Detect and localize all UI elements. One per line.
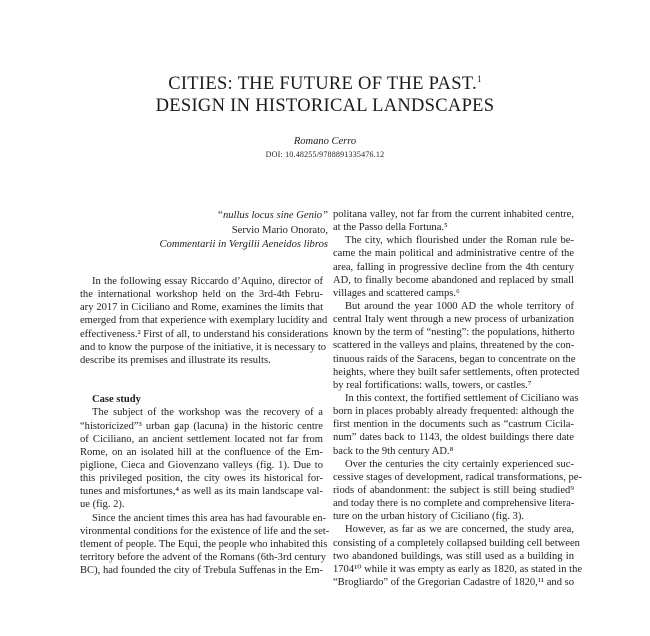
- text-line: “historicized”³ urban gap (lacuna) in the historic centre: [80, 420, 323, 432]
- text-line: ary 2017 in Ciciliano and Rome, examines the limits that: [80, 302, 323, 314]
- text-line: emerged from that experience with exemplary lucidity and: [80, 315, 328, 327]
- text-line: at the Passo della Fortuna.⁵: [333, 222, 448, 234]
- title-text: CITIES: THE FUTURE OF THE PAST.: [168, 74, 477, 94]
- title-footnote-marker: 1: [476, 73, 482, 84]
- text-line: In the following essay Riccardo d’Aquino, director of: [92, 276, 323, 287]
- text-line: effectiveness.² First of all, to understand his considerations: [80, 328, 329, 340]
- text-line: back to the 9th century AD.⁸: [333, 445, 454, 457]
- left-column: [80, 275, 330, 577]
- text-line: Rome, on an isolated hill at the confluence of the Em-: [80, 446, 323, 458]
- doi: DOI: 10.48255/9788891335476.12: [265, 150, 385, 159]
- text-line: tunes and misfortunes,⁴ as well as its main landscape val-: [80, 486, 323, 498]
- section-heading: Case study: [92, 394, 141, 406]
- text-line: piglione, Cieca and Giovenzano valleys (fig. 1). Due to: [80, 459, 323, 471]
- text-line: came the main political and administrative centre of the: [333, 248, 574, 260]
- text-line: and to know the purpose of the initiative, it is necessary to: [80, 341, 327, 353]
- text-line: In this context, the fortified settlement of Ciciliano was: [345, 392, 579, 404]
- text-line: tlement of people. The Equi, the people who inhabited this: [80, 538, 328, 550]
- text-line: this privileged position, the city owes its historical for-: [80, 473, 323, 485]
- text-line: “Brogliardo” of the Gregorian Cadastre of 1820,¹¹ and so: [333, 576, 574, 588]
- paragraph-gap: [80, 367, 323, 380]
- text-line: describe its premises and illustrate its results.: [80, 354, 271, 366]
- text-line: ue (fig. 2).: [80, 499, 125, 511]
- right-column: [333, 208, 583, 589]
- subtitle-text: DESIGN IN HISTORICAL LANDSCAPES: [155, 96, 495, 116]
- text-line: two abandoned buildings, was still used as a building in: [333, 550, 574, 562]
- epigraph-quote: “nullus locus sine Genio”: [217, 210, 328, 221]
- text-line: villages and scattered camps.⁶: [333, 287, 460, 299]
- text-line: cessive stages of development, radical transformations, pe-: [333, 471, 582, 483]
- text-line: riods of abandonment: the subject is still being studied⁹: [333, 484, 574, 496]
- title-line-1: [0, 72, 650, 96]
- text-line: Over the centuries the city certainly experienced suc-: [345, 458, 574, 470]
- text-line: BC), had founded the city of Trebula Suffenas in the Em-: [80, 565, 323, 577]
- text-line: The subject of the workshop was the recovery of a: [92, 407, 323, 419]
- text-line: heights, where they built safer settlements, often protected: [333, 366, 580, 378]
- text-line: AD, to finally become abandoned and replaced by small: [333, 274, 574, 286]
- title-line-2: [0, 94, 650, 118]
- text-line: politana valley, not far from the current inhabited centre,: [333, 209, 574, 220]
- text-line: 1704¹⁰ while it was empty as early as 1820, as stated in the: [333, 563, 583, 575]
- author-name: Romano Cerro: [293, 136, 357, 147]
- text-line: But around the year 1000 AD the whole territory of: [345, 300, 574, 312]
- text-line: However, as far as we are concerned, the study area,: [345, 524, 574, 536]
- text-line: Since the ancient times this area has had favourable en-: [92, 512, 326, 524]
- text-line: consisting of a completely collapsed building cell between: [333, 537, 580, 549]
- text-line: of Ciciliano, an ancient settlement located not far from: [80, 433, 323, 445]
- epigraph-work: Commentarii in Vergilii Aeneidos libros: [159, 239, 328, 250]
- epigraph: [159, 209, 328, 253]
- text-line: num” dates back to 1143, the oldest buildings there date: [333, 432, 574, 444]
- text-line: ture on the urban history of Ciciliano (fig. 3).: [333, 511, 524, 523]
- text-line: born in places probably already frequented: although the: [333, 406, 574, 418]
- text-line: central Italy went through a new process of urbanization: [333, 314, 574, 326]
- text-line: known by the term of “nesting”: the populations, hitherto: [333, 327, 575, 339]
- text-line: territory before the advent of the Romans (6th-3rd century: [80, 551, 327, 563]
- text-line: by real fortifications: walls, towers, or castles.⁷: [333, 379, 532, 391]
- text-line: tinuous raids of the Saracens, began to concentrate on the: [333, 353, 576, 365]
- text-line: area, falling in progressive decline from the 4th century: [333, 261, 574, 273]
- text-line: scattered in the valleys and plains, threatened by the con-: [333, 340, 575, 352]
- text-line: The city, which flourished under the Roman rule be-: [345, 235, 574, 247]
- paragraph-gap: [80, 380, 323, 393]
- text-line: and today there is no complete and comprehensive litera-: [333, 498, 575, 510]
- text-line: the international workshop held on the 3rd-4th Febru-: [80, 289, 323, 301]
- text-line: vironmental conditions for the existence of life and the set-: [80, 525, 330, 537]
- text-line: first mention in the documents such as “castrum Cicila-: [333, 419, 574, 431]
- epigraph-attribution: Servio Mario Onorato,: [231, 224, 328, 236]
